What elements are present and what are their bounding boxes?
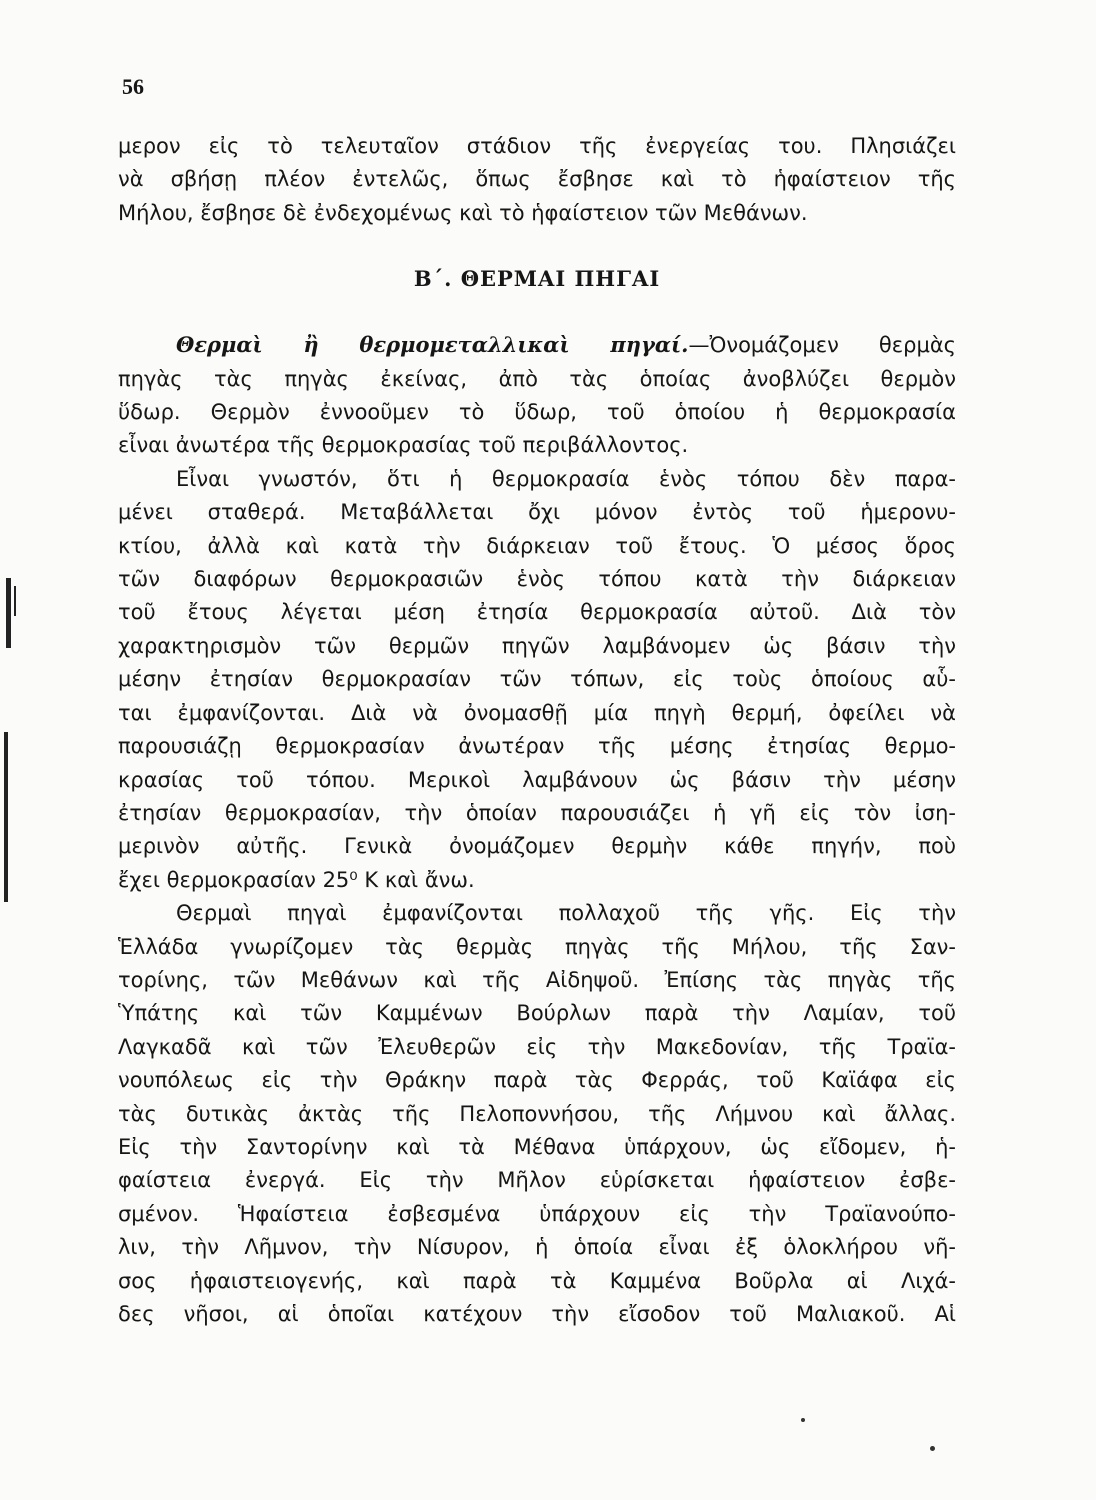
- opening-paragraph: [118, 130, 956, 230]
- scan-artifact-bar: [4, 732, 8, 902]
- text-line: δες νῆσοι, αἱ ὁποῖαι κατέχουν τὴν εἴσοδον τοῦ Μαλιακοῦ. Αἱ: [118, 1302, 956, 1326]
- text-line: εἶναι ἀνωτέρα τῆς θερμοκρασίας τοῦ περιβάλλοντος.: [118, 433, 689, 458]
- text-line: ὕδωρ. Θερμὸν ἐννοοῦμεν τὸ ὕδωρ, τοῦ ὁποίου ἡ θερμοκρασία: [118, 400, 956, 425]
- text-line: Μήλου, ἔσβησε δὲ ἐνδεχομένως καὶ τὸ ἡφαίστειον τῶν Μεθάνων.: [118, 200, 808, 225]
- scan-artifact-bar: [6, 578, 11, 648]
- text-line: τῶν διαφόρων θερμοκρασιῶν ἑνὸς τόπου κατὰ τὴν διάρκειαν: [118, 567, 956, 592]
- text-line: κτίου, ἀλλὰ καὶ κατὰ τὴν διάρκειαν τοῦ ἔτους. Ὁ μέσος ὅρος: [118, 533, 956, 558]
- text-line: σος ἡφαιστειογενής, καὶ παρὰ τὰ Καμμένα Βοῦρλα αἱ Λιχά-: [118, 1268, 956, 1293]
- temperature-paragraph: [118, 463, 956, 897]
- scan-artifact-dot: [801, 1418, 805, 1422]
- scan-artifact-dot: [930, 1446, 935, 1451]
- text-line: λιν, τὴν Λῆμνον, τὴν Νίσυρον, ἡ ὁποία εἶναι ἐξ ὁλοκλήρου νῆ-: [118, 1235, 956, 1260]
- text-line: σμένον. Ἡφαίστεια ἐσβεσμένα ὑπάρχουν εἰς τὴν Τραϊανούπο-: [118, 1201, 956, 1226]
- text-line: Λαγκαδᾶ καὶ τῶν Ἐλευθερῶν εἰς τὴν Μακεδονίαν, τῆς Τραϊα-: [118, 1034, 956, 1059]
- text-line: ἔχει θερμοκρασίαν 25⁰ Κ καὶ ἄνω.: [118, 867, 475, 892]
- text-line: μερον εἰς τὸ τελευταῖον στάδιον τῆς ἐνεργείας του. Πλησιάζει: [118, 134, 956, 158]
- text-line: Εἰς τὴν Σαντορίνην καὶ τὰ Μέθανα ὑπάρχουν, ὡς εἴδομεν, ἡ-: [118, 1134, 956, 1159]
- text-line: παρουσιάζῃ θερμοκρασίαν ἀνωτέραν τῆς μέσης ἐτησίας θερμο-: [118, 734, 956, 759]
- text-fragment: —Ὀνομάζομεν θερμὰς: [688, 333, 956, 358]
- thermal-springs-paragraph: [118, 328, 956, 463]
- text-line: ἐτησίαν θερμοκρασίαν, τὴν ὁποίαν παρουσιάζει ἡ γῆ εἰς τὸν ἰση-: [118, 800, 956, 825]
- locations-paragraph: [118, 897, 956, 1331]
- page-body: [118, 130, 956, 1331]
- text-line: μερινὸν αὐτῆς. Γενικὰ ὀνομάζομεν θερμὴν κάθε πηγήν, ποὺ: [118, 834, 956, 859]
- text-line: χαρακτηρισμὸν τῶν θερμῶν πηγῶν λαμβάνομεν ὡς βάσιν τὴν: [118, 633, 956, 658]
- section-heading: Β΄. ΘΕΡΜΑΙ ΠΗΓΑΙ: [413, 266, 661, 292]
- text-line: τορίνης, τῶν Μεθάνων καὶ τῆς Αἰδηψοῦ. Ἐπίσης τὰς πηγὰς τῆς: [118, 967, 956, 992]
- run-in-title: Θερμαὶ ἢ θερμομεταλλικαὶ πηγαί.: [176, 332, 689, 358]
- text-line: νὰ σβήσῃ πλέον ἐντελῶς, ὅπως ἔσβησε καὶ τὸ ἡφαίστειον τῆς: [118, 167, 956, 192]
- text-line: [118, 328, 956, 362]
- text-line: ται ἐμφανίζονται. Διὰ νὰ ὀνομασθῇ μία πηγὴ θερμή, ὀφείλει νὰ: [118, 700, 956, 725]
- text-line: μένει σταθερά. Μεταβάλλεται ὄχι μόνον ἐντὸς τοῦ ἡμερονυ-: [118, 500, 956, 525]
- text-line: Θερμαὶ πηγαὶ ἐμφανίζονται πολλαχοῦ τῆς γῆς. Εἰς τὴν: [176, 901, 956, 926]
- text-line: Ὑπάτης καὶ τῶν Καμμένων Βούρλων παρὰ τὴν Λαμίαν, τοῦ: [118, 1001, 956, 1026]
- text-line: κρασίας τοῦ τόπου. Μερικοὶ λαμβάνουν ὡς βάσιν τὴν μέσην: [118, 767, 956, 792]
- page-number: 56: [122, 74, 144, 99]
- scan-artifact-bar: [14, 586, 16, 616]
- text-line: Εἶναι γνωστόν, ὅτι ἡ θερμοκρασία ἑνὸς τόπου δὲν παρα-: [176, 466, 956, 491]
- text-line: πηγὰς τὰς πηγὰς ἐκείνας, ἀπὸ τὰς ὁποίας ἀνοβλύζει θερμὸν: [118, 366, 956, 391]
- text-line: Ἑλλάδα γνωρίζομεν τὰς θερμὰς πηγὰς τῆς Μήλου, τῆς Σαν-: [118, 934, 956, 959]
- text-line: φαίστεια ἐνεργά. Εἰς τὴν Μῆλον εὑρίσκεται ἡφαίστειον ἐσβε-: [118, 1168, 956, 1193]
- text-line: μέσην ἐτησίαν θερμοκρασίαν τῶν τόπων, εἰς τοὺς ὁποίους αὗ-: [118, 667, 956, 692]
- text-line: τοῦ ἔτους λέγεται μέση ἐτησία θερμοκρασία αὐτοῦ. Διὰ τὸν: [118, 600, 956, 625]
- text-line: νουπόλεως εἰς τὴν Θράκην παρὰ τὰς Φερράς, τοῦ Καϊάφα εἰς: [118, 1068, 956, 1093]
- text-line: τὰς δυτικὰς ἀκτὰς τῆς Πελοποννήσου, τῆς Λήμνου καὶ ἄλλας.: [118, 1101, 956, 1126]
